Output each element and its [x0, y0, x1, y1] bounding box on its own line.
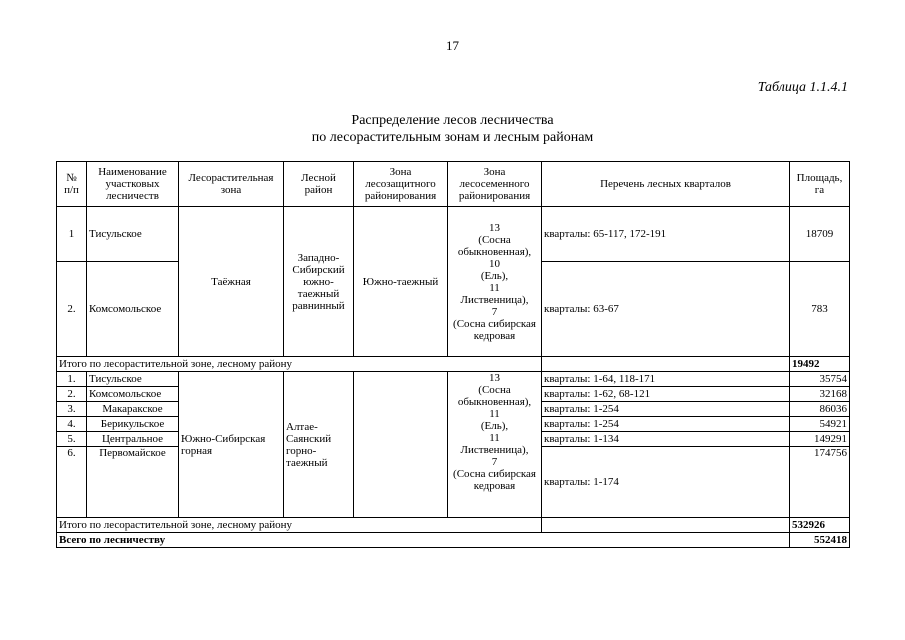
seed-zone-cell: 13 (Сосна обыкновенная), 11 (Ель), 11 Лиственница), 7 (Сосна сибирская кедровая [448, 372, 542, 518]
row-num: 1. [57, 372, 87, 387]
row-blocks: кварталы: 65-117, 172-191 [542, 207, 790, 262]
header-zone: Лесорастительная зона [179, 162, 284, 207]
subtotal-value: 19492 [790, 357, 850, 372]
header-district: Лесной район [284, 162, 354, 207]
row-area: 783 [790, 262, 850, 357]
grand-total-label: Всего по лесничеству [57, 533, 790, 548]
row-name: Тисульское [87, 207, 179, 262]
row-blocks: кварталы: 1-174 [542, 447, 790, 518]
subtotal-value: 532926 [790, 518, 850, 533]
row-area: 54921 [790, 417, 850, 432]
row-blocks: кварталы: 1-62, 68-121 [542, 387, 790, 402]
grand-total-value: 552418 [790, 533, 850, 548]
table-row [57, 207, 850, 262]
district-cell: Алтае-Саянский горно-таежный [284, 372, 354, 518]
table-row [57, 372, 850, 387]
grand-total-row [57, 533, 850, 548]
title-line-2: по лесорастительным зонам и лесным районам [311, 130, 594, 145]
page-number: 17 [446, 38, 459, 53]
row-num: 5. [57, 432, 87, 447]
subtotal-blank [542, 357, 790, 372]
subtotal-row [57, 357, 850, 372]
row-area: 174756 [790, 447, 850, 518]
row-num: 6. [57, 447, 87, 518]
row-area: 86036 [790, 402, 850, 417]
title-line-1: Распределение лесов лесничества [351, 113, 554, 128]
subtotal-row [57, 518, 850, 533]
zone-cell: Южно-Сибирская горная [179, 372, 284, 518]
row-name: Первомайское [87, 447, 179, 518]
header-seed-zone: Зона лесосеменного районирования [448, 162, 542, 207]
header-num: № п/п [57, 162, 87, 207]
row-name: Комсомольское [87, 387, 179, 402]
row-num: 2. [57, 387, 87, 402]
row-num: 4. [57, 417, 87, 432]
row-area: 32168 [790, 387, 850, 402]
row-blocks: кварталы: 1-254 [542, 417, 790, 432]
table-title [0, 112, 905, 146]
header-name: Наименование участковых лесничеств [87, 162, 179, 207]
row-name: Берикульское [87, 417, 179, 432]
forest-distribution-table [56, 161, 850, 548]
header-blocks: Перечень лесных кварталов [542, 162, 790, 207]
row-name: Комсомольское [87, 262, 179, 357]
subtotal-blank [542, 518, 790, 533]
row-area: 149291 [790, 432, 850, 447]
subtotal-label: Итого по лесорастительной зоне, лесному району [57, 357, 542, 372]
row-blocks: кварталы: 1-254 [542, 402, 790, 417]
seed-zone-cell: 13 (Сосна обыкновенная), 10 (Ель), 11 Лиственница), 7 (Сосна сибирская кедровая [448, 207, 542, 357]
protect-zone-cell: Южно-таежный [354, 207, 448, 357]
row-name: Макаракское [87, 402, 179, 417]
table-id: Таблица 1.1.4.1 [757, 80, 848, 95]
header-protect-zone: Зона лесозащитного районирования [354, 162, 448, 207]
row-name: Центральное [87, 432, 179, 447]
row-area: 35754 [790, 372, 850, 387]
row-name: Тисульское [87, 372, 179, 387]
row-blocks: кварталы: 1-64, 118-171 [542, 372, 790, 387]
protect-zone-cell [354, 372, 448, 518]
row-blocks: кварталы: 1-134 [542, 432, 790, 447]
subtotal-label: Итого по лесорастительной зоне, лесному району [57, 518, 542, 533]
header-area: Площадь, га [790, 162, 850, 207]
row-num: 1 [57, 207, 87, 262]
header-row [57, 162, 850, 207]
district-cell: Западно-Сибирский южно-таежный равнинный [284, 207, 354, 357]
row-area: 18709 [790, 207, 850, 262]
zone-cell: Таёжная [179, 207, 284, 357]
row-num: 3. [57, 402, 87, 417]
row-blocks: кварталы: 63-67 [542, 262, 790, 357]
row-num: 2. [57, 262, 87, 357]
